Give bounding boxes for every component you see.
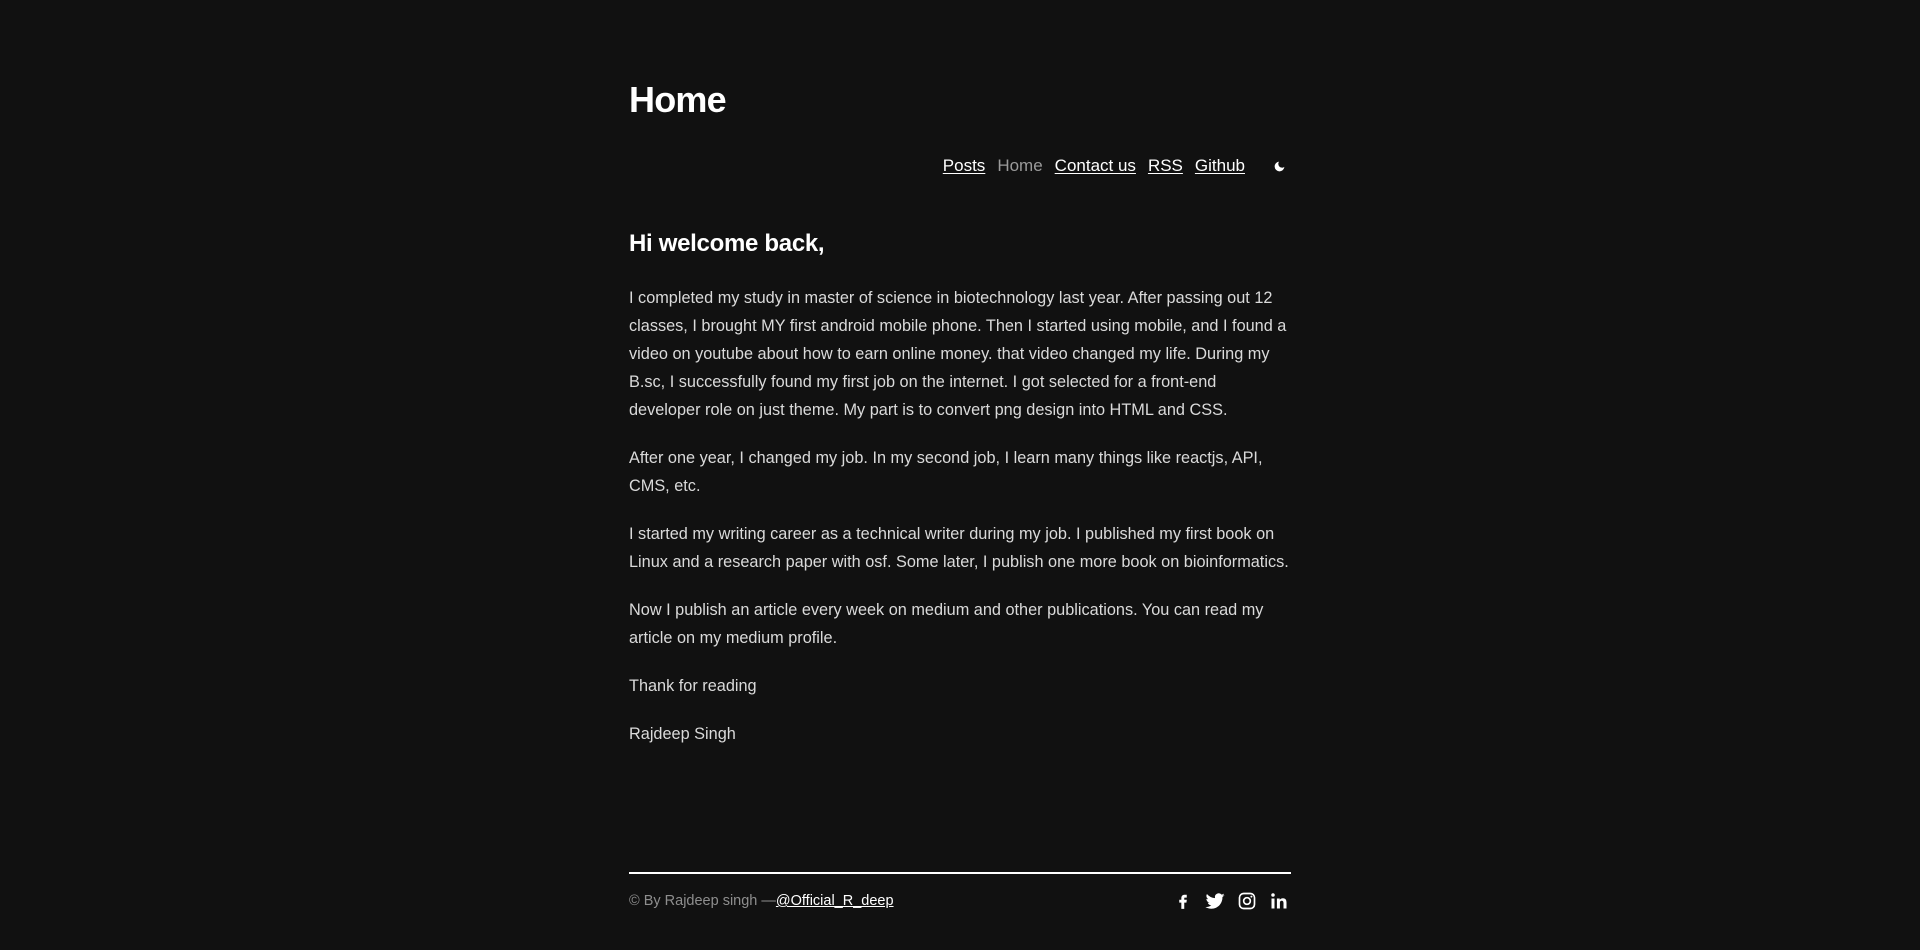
social-links: [1163, 889, 1291, 913]
site-title: Home: [629, 79, 726, 120]
instagram-link[interactable]: [1235, 889, 1259, 913]
paragraph-thanks: Thank for reading: [629, 677, 757, 695]
copyright-text: © By Rajdeep singh —: [629, 893, 776, 909]
paragraph-job-change: After one year, I changed my job. In my second job, I learn many things like reactjs, API, CMS, etc.: [629, 449, 1263, 495]
facebook-link[interactable]: [1171, 889, 1195, 913]
nav-link-rss[interactable]: RSS: [1147, 156, 1183, 175]
page: [629, 0, 1291, 950]
nav-link-posts[interactable]: Posts: [942, 156, 986, 175]
twitter-handle-link[interactable]: @Official_R_deep: [775, 893, 894, 909]
footer-divider: [629, 872, 1291, 874]
paragraph-intro: I completed my study in master of science in biotechnology last year. After passing out 12 classes, I brought MY first android mobile phone. Then I started using mobile, and I found a video on youtube about how to earn online money. that video changed my life. During my B.sc, I successfully found my first job on the internet. I got selected for a front-end developer role on just theme. My part is to convert png design into HTML and CSS.: [629, 289, 1287, 419]
theme-toggle-button[interactable]: [1267, 154, 1291, 178]
nav-link-home[interactable]: Home: [997, 156, 1043, 175]
main-content: [629, 226, 1291, 768]
linkedin-icon: [1269, 891, 1289, 911]
instagram-icon: [1237, 891, 1257, 911]
linkedin-link[interactable]: [1267, 889, 1291, 913]
footer: [629, 888, 1291, 914]
twitter-icon: [1204, 890, 1226, 912]
paragraph-medium: Now I publish an article every week on medium and other publications. You can read my article on my medium profile.: [629, 601, 1264, 647]
main-nav: [943, 154, 1291, 178]
paragraph-writing-career: I started my writing career as a technical writer during my job. I published my first book on Linux and a research paper with osf. Some later, I publish one more book on bioinformatics.: [629, 525, 1289, 571]
copyright: [629, 893, 894, 909]
welcome-heading: Hi welcome back,: [629, 230, 825, 257]
twitter-link[interactable]: [1203, 889, 1227, 913]
facebook-icon: [1173, 891, 1193, 911]
nav-link-contact-us[interactable]: Contact us: [1054, 156, 1136, 175]
nav-link-github[interactable]: Github: [1194, 156, 1245, 175]
moon-icon: [1273, 160, 1286, 173]
paragraph-signature: Rajdeep Singh: [629, 725, 736, 743]
